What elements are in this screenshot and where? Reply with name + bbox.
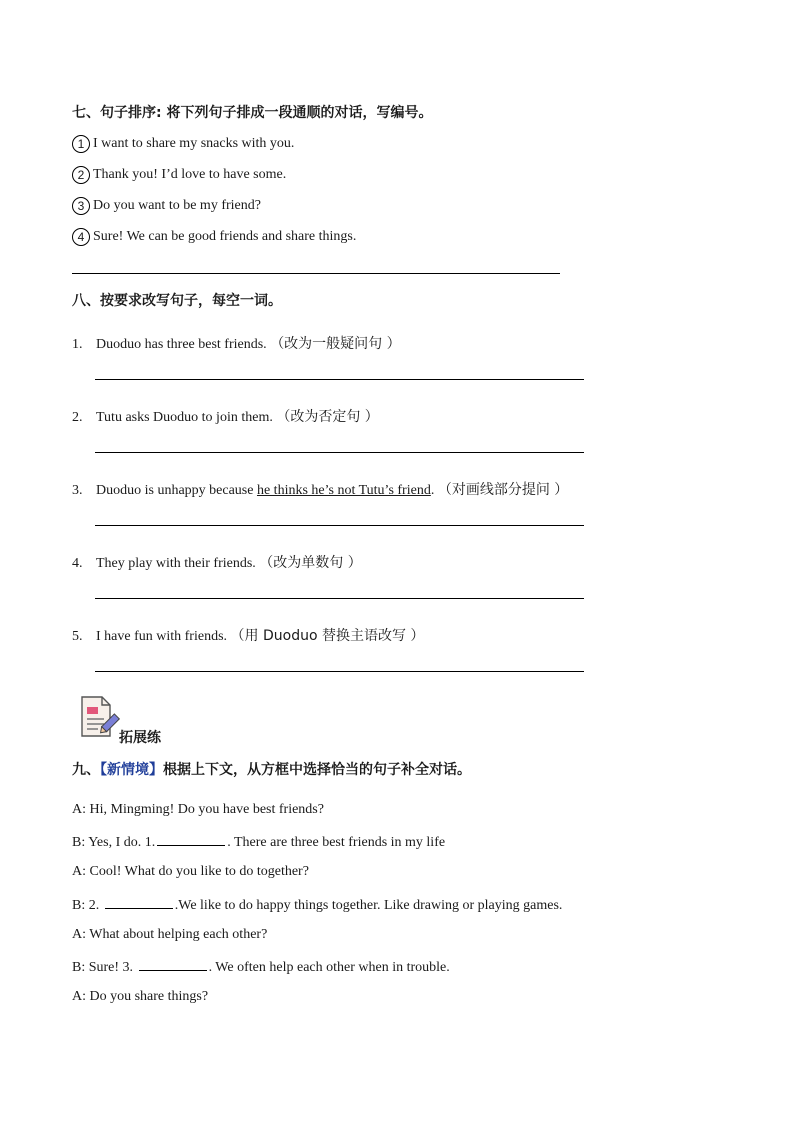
section7-title: 七、句子排序: 将下列句子排成一段通顺的对话，写编号。	[72, 105, 433, 121]
dialogue-line	[72, 927, 267, 943]
rewrite-item-5	[72, 625, 424, 645]
item-instruction: （对画线部分提问 ）	[437, 482, 569, 498]
dialogue-text: .We like to do happy things together. Like drawing or playing games.	[174, 898, 563, 913]
rewrite-item-1	[72, 333, 401, 353]
circled-number: 4	[72, 228, 90, 246]
dialogue-text: B: Sure! 3.	[72, 960, 137, 975]
sort-item-text: Do you want to be my friend?	[93, 198, 261, 214]
rewrite-item-2	[72, 406, 379, 426]
item-instruction: （改为单数句 ）	[259, 555, 362, 571]
underlined-part: he thinks he’s not Tutu’s friend	[256, 483, 431, 498]
answer-line-4[interactable]	[95, 598, 584, 599]
blank-3[interactable]	[139, 958, 207, 971]
dialogue-text: A: Hi, Mingming! Do you have best friends?	[72, 802, 324, 817]
blank-1[interactable]	[157, 833, 225, 846]
item-sentence: Duoduo has three best friends.	[96, 337, 267, 352]
section8-title: 八、按要求改写句子，每空一词。	[72, 293, 282, 309]
dialogue-text: B: 2.	[72, 898, 103, 913]
answer-line-3[interactable]	[95, 525, 584, 526]
dialogue-text: . We often help each other when in trouble.	[208, 960, 450, 975]
circled-number: 3	[72, 197, 90, 215]
blank-2[interactable]	[105, 896, 173, 909]
item-sentence: They play with their friends.	[96, 556, 256, 571]
dialogue-line	[72, 896, 562, 914]
item-instruction: （用 Duoduo 替换主语改写 ）	[230, 628, 425, 644]
dialogue-text: . There are three best friends in my life	[227, 835, 446, 850]
item-sentence-end: .	[430, 483, 435, 498]
dialogue-line	[72, 989, 208, 1005]
item-number: 2.	[72, 410, 83, 425]
answer-line-1[interactable]	[95, 379, 584, 380]
item-sentence-start: Duoduo is unhappy because	[96, 483, 257, 498]
sort-item-2	[72, 166, 286, 184]
dialogue-text: A: Do you share things?	[72, 989, 209, 1004]
section9-instruction: 根据上下文，从方框中选择恰当的句子补全对话。	[163, 762, 471, 778]
sort-item-1	[72, 135, 294, 153]
document-pencil-icon	[74, 694, 120, 740]
dialogue-line	[72, 802, 324, 818]
answer-line-section7[interactable]	[72, 273, 560, 274]
dialogue-line	[72, 958, 450, 976]
dialogue-line	[72, 833, 445, 851]
circled-number: 2	[72, 166, 90, 184]
item-sentence: I have fun with friends.	[96, 629, 228, 644]
section9-number: 九、	[72, 762, 100, 778]
item-instruction: （改为一般疑问句 ）	[270, 336, 401, 352]
item-number: 3.	[72, 483, 83, 498]
item-number: 1.	[72, 337, 83, 352]
sort-item-text: I want to share my snacks with you.	[93, 136, 295, 152]
circled-number: 1	[72, 135, 90, 153]
sort-item-3	[72, 197, 261, 215]
item-number: 5.	[72, 629, 83, 644]
section9-title	[72, 759, 471, 779]
item-sentence: Tutu asks Duoduo to join them.	[96, 410, 273, 425]
section9-tag: 【新情境】	[100, 762, 163, 778]
answer-line-2[interactable]	[95, 452, 584, 453]
dialogue-line	[72, 864, 309, 880]
sort-item-text: Thank you! I’d love to have some.	[93, 167, 287, 183]
sort-item-4	[72, 228, 356, 246]
item-number: 4.	[72, 556, 83, 571]
item-instruction: （改为否定句 ）	[276, 409, 379, 425]
rewrite-item-4	[72, 552, 362, 572]
rewrite-item-3	[72, 479, 568, 499]
dialogue-text: A: What about helping each other?	[72, 927, 268, 942]
dialogue-text: B: Yes, I do. 1.	[72, 835, 156, 850]
sort-item-text: Sure! We can be good friends and share things.	[93, 229, 357, 245]
dialogue-text: A: Cool! What do you like to do together?	[72, 864, 309, 879]
extension-label: 拓展练	[119, 730, 161, 746]
answer-line-5[interactable]	[95, 671, 584, 672]
